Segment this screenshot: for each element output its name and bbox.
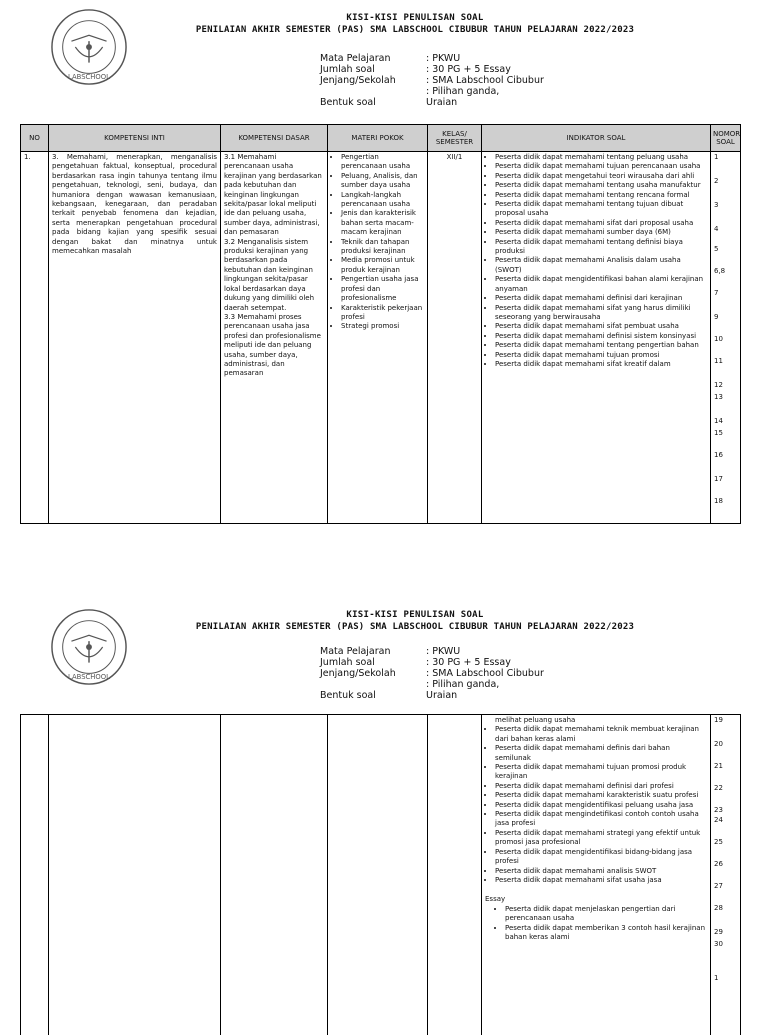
nomor-soal-item: 5 bbox=[714, 245, 719, 253]
essay-label: Essay bbox=[485, 895, 506, 904]
cell-materi-pokok bbox=[328, 715, 428, 1035]
cell-nomor-soal bbox=[711, 715, 741, 1035]
indikator-continued: melihat peluang usaha bbox=[495, 716, 576, 724]
nomor-soal-item: 25 bbox=[714, 838, 723, 846]
materi-item: • Strategi promosi bbox=[341, 322, 424, 331]
table-header-row bbox=[21, 125, 741, 152]
indikator-item: • Peserta didik dapat mengetahui teori wirausaha dari ahli bbox=[495, 172, 707, 181]
school-logo bbox=[50, 8, 128, 86]
materi-item: • Pengertian usaha jasa profesi dan profesionalisme bbox=[341, 275, 424, 303]
header-no: NO bbox=[21, 125, 49, 152]
nomor-soal-item: 27 bbox=[714, 882, 723, 890]
nomor-soal-item: 28 bbox=[714, 904, 723, 912]
materi-item: • Media promosi untuk produk kerajinan bbox=[341, 256, 424, 275]
indikator-list bbox=[485, 153, 707, 369]
cell-kompetensi-inti bbox=[49, 715, 221, 1035]
nomor-soal-item: 22 bbox=[714, 784, 723, 792]
nomor-soal-item: 3 bbox=[714, 201, 719, 209]
meta-key: Jumlah soal bbox=[320, 64, 375, 75]
cell-no: 1. bbox=[21, 152, 49, 524]
cell-kelas: XII/1 bbox=[428, 152, 482, 524]
meta-value: : 30 PG + 5 Essay bbox=[426, 64, 511, 75]
cell-indikator bbox=[482, 152, 711, 524]
indikator-item: • Peserta didik dapat memahami karakteristik suatu profesi bbox=[495, 791, 707, 800]
indikator-item: • Peserta didik dapat mengidentifikasi peluang usaha jasa bbox=[495, 801, 707, 810]
indikator-item: • Peserta didik dapat mengidentifikasi bahan alami kerajinan anyaman bbox=[495, 275, 707, 294]
nomor-soal-item: 24 bbox=[714, 816, 723, 824]
nomor-soal-item: 29 bbox=[714, 928, 723, 936]
meta-info-2 bbox=[320, 646, 544, 701]
indikator-item: • Peserta didik dapat memahami sifat pembuat usaha bbox=[495, 322, 707, 331]
nomor-soal-item: 13 bbox=[714, 393, 723, 401]
nomor-soal-item: 7 bbox=[714, 289, 719, 297]
meta-key: Mata Pelajaran bbox=[320, 53, 391, 64]
materi-item: • Jenis dan karakterisik bahan serta macam-macam kerajinan bbox=[341, 209, 424, 237]
cell-kelas bbox=[428, 715, 482, 1035]
indikator-item: • Peserta didik dapat memahami tentang peluang usaha bbox=[495, 153, 707, 162]
indikator-item: • Peserta didik dapat memahami teknik membuat kerajinan dari bahan keras alami bbox=[495, 725, 707, 744]
indikator-item: • Peserta didik dapat memahami definisi dari profesi bbox=[495, 782, 707, 791]
indikator-list bbox=[485, 725, 707, 885]
cell-nomor-soal bbox=[711, 152, 741, 524]
indikator-item: • Peserta didik dapat memahami sifat yang harus dimiliki seseorang yang berwirausaha bbox=[495, 304, 707, 323]
essay-item: • Peserta didik dapat memberikan 3 contoh hasil kerajinan bahan keras alami bbox=[505, 924, 707, 943]
page-header bbox=[130, 13, 700, 35]
nomor-soal-item: 14 bbox=[714, 417, 723, 425]
nomor-soal-item: 20 bbox=[714, 740, 723, 748]
table-row bbox=[21, 715, 741, 1035]
essay-item: • Peserta didik dapat menjelaskan pengertian dari perencanaan usaha bbox=[505, 905, 707, 924]
cell-kompetensi-dasar: 3.1 Memahami perencanaan usaha kerajinan yang berdasarkan pada kebutuhan dan keinginan lingkungan sekita/pasar lokal meliputi ide dan peluang usaha, sumber daya, administrasi, dan pemasaran 3.2 Menganalisis sistem produksi kerajinan yang berdasarkan pada kebutuhan dan keinginan lingkungan sekita/pasar lokal berdasarkan daya dukung yang dimiliki oleh daerah setempat. 3.3 Memahami proses perencanaan usaha jasa profesi dan profesionalisme meliputi ide dan peluang usaha, sumber daya, administrasi, dan pemasaran bbox=[221, 152, 328, 524]
cell-materi-pokok bbox=[328, 152, 428, 524]
nomor-list bbox=[714, 716, 737, 994]
indikator-item: • Peserta didik dapat memahami definisi sistem konsinyasi bbox=[495, 332, 707, 341]
nomor-soal-item: 18 bbox=[714, 497, 723, 505]
table-row bbox=[21, 152, 741, 524]
header-indikator-soal: INDIKATOR SOAL bbox=[482, 125, 711, 152]
nomor-soal-item: 6,8 bbox=[714, 267, 726, 275]
doc-title: KISI-KISI PENULISAN SOAL bbox=[346, 13, 484, 23]
indikator-item: • Peserta didik dapat memahami tentang rencana formal bbox=[495, 191, 707, 200]
header-materi-pokok: MATERI POKOK bbox=[328, 125, 428, 152]
nomor-soal-item: 17 bbox=[714, 475, 723, 483]
header-kompetensi-dasar: KOMPETENSI DASAR bbox=[221, 125, 328, 152]
meta-key bbox=[320, 86, 426, 97]
meta-value: : Pilihan ganda, bbox=[426, 679, 500, 690]
cell-indikator bbox=[482, 715, 711, 1035]
indikator-item: • Peserta didik dapat mengidentifikasi bidang-bidang jasa profesi bbox=[495, 848, 707, 867]
materi-item: • Teknik dan tahapan produksi kerajinan bbox=[341, 238, 424, 257]
nomor-soal-item: 30 bbox=[714, 940, 723, 948]
kisi-kisi-table-cont bbox=[20, 714, 741, 1035]
page-header-2 bbox=[130, 610, 700, 632]
essay-indikator-list bbox=[485, 905, 707, 943]
nomor-soal-item: 19 bbox=[714, 716, 723, 724]
meta-info bbox=[320, 53, 544, 108]
meta-value: : 30 PG + 5 Essay bbox=[426, 657, 511, 668]
meta-key: Jumlah soal bbox=[320, 657, 375, 668]
indikator-item: • Peserta didik dapat memahami strategi yang efektif untuk promosi jasa profesional bbox=[495, 829, 707, 848]
nomor-soal-item: 2 bbox=[714, 177, 719, 185]
header-nomor-soal: NOMOR SOAL bbox=[711, 125, 741, 152]
meta-key: Mata Pelajaran bbox=[320, 646, 391, 657]
meta-value: Uraian bbox=[426, 97, 458, 108]
materi-item: • Peluang, Analisis, dan sumber daya usaha bbox=[341, 172, 424, 191]
meta-key bbox=[320, 679, 426, 690]
indikator-item: • Peserta didik dapat memahami tujuan promosi produk kerajinan bbox=[495, 763, 707, 782]
indikator-item: • Peserta didik dapat memahami definis dari bahan semilunak bbox=[495, 744, 707, 763]
nomor-soal-item: 12 bbox=[714, 381, 723, 389]
school-logo bbox=[50, 608, 128, 686]
indikator-item: • Peserta didik dapat memahami tentang usaha manufaktur bbox=[495, 181, 707, 190]
indikator-item: • Peserta didik dapat memahami sifat dari proposal usaha bbox=[495, 219, 707, 228]
nomor-soal-item: 9 bbox=[714, 313, 719, 321]
meta-key: Jenjang/Sekolah bbox=[320, 75, 396, 86]
indikator-item: • Peserta didik dapat memahami analisis SWOT bbox=[495, 867, 707, 876]
nomor-soal-item: 11 bbox=[714, 357, 723, 365]
doc-subtitle: PENILAIAN AKHIR SEMESTER (PAS) SMA LABSCHOOL CIBUBUR TAHUN PELAJARAN 2022/2023 bbox=[195, 25, 635, 35]
header-kompetensi-inti: KOMPETENSI INTI bbox=[49, 125, 221, 152]
indikator-item: • Peserta didik dapat memahami definisi dari kerajinan bbox=[495, 294, 707, 303]
indikator-item: • Peserta didik dapat memahami sumber daya (6M) bbox=[495, 228, 707, 237]
nomor-soal-item: 15 bbox=[714, 429, 723, 437]
meta-value: : PKWU bbox=[426, 53, 461, 64]
nomor-soal-item: 23 bbox=[714, 806, 723, 814]
cell-no bbox=[21, 715, 49, 1035]
meta-value: : Pilihan ganda, bbox=[426, 86, 500, 97]
materi-list bbox=[331, 153, 424, 332]
indikator-item: • Peserta didik dapat memahami tujuan perencanaan usaha bbox=[495, 162, 707, 171]
meta-key: Jenjang/Sekolah bbox=[320, 668, 396, 679]
meta-value: Uraian bbox=[426, 690, 458, 701]
cell-kompetensi-inti: 3. Memahami, menerapkan, menganalisis pengetahuan faktual, konseptual, procedural berdasarkan rasa ingin tahunya tentang ilmu pengetahuan, teknologi, seni, budaya, dan humaniora dengan wawasan kemanusiaan, kebangsaan, kenegaraan, dan peradaban terkait penyebab fenomena dan kejadian, serta menerapkan pengetahuan procedural pada bidang kajian yang spesifik sesuai dengan bakat dan minatnya untuk memecahkan masalah bbox=[49, 152, 221, 524]
header-kelas-semester: KELAS/ SEMESTER bbox=[428, 125, 482, 152]
cell-kompetensi-dasar bbox=[221, 715, 328, 1035]
materi-item: • Langkah-langkah perencanaan usaha bbox=[341, 191, 424, 210]
indikator-item: • Peserta didik dapat memahami sifat kreatif dalam bbox=[495, 360, 707, 369]
doc-title: KISI-KISI PENULISAN SOAL bbox=[346, 610, 484, 620]
indikator-item: • Peserta didik dapat memahami sifat usaha jasa bbox=[495, 876, 707, 885]
nomor-soal-item: 10 bbox=[714, 335, 723, 343]
nomor-soal-item: 1 bbox=[714, 153, 719, 161]
indikator-item: • Peserta didik dapat memahami tentang pengertian bahan bbox=[495, 341, 707, 350]
nomor-list bbox=[714, 153, 737, 517]
nomor-soal-item: 21 bbox=[714, 762, 723, 770]
nomor-soal-item: 1 bbox=[714, 974, 719, 982]
doc-subtitle: PENILAIAN AKHIR SEMESTER (PAS) SMA LABSCHOOL CIBUBUR TAHUN PELAJARAN 2022/2023 bbox=[195, 622, 635, 632]
svg-text:LABSCHOOL: LABSCHOOL bbox=[68, 73, 110, 82]
meta-value: : SMA Labschool Cibubur bbox=[426, 75, 544, 86]
indikator-item: • Peserta didik dapat memahami tentang tujuan dibuat proposal usaha bbox=[495, 200, 707, 219]
materi-item: • Karakteristik pekerjaan profesi bbox=[341, 304, 424, 323]
materi-item: • Pengertian perencanaan usaha bbox=[341, 153, 424, 172]
indikator-item: • Peserta didik dapat mengindetifikasi contoh contoh usaha jasa profesi bbox=[495, 810, 707, 829]
meta-value: : PKWU bbox=[426, 646, 461, 657]
svg-text:LABSCHOOL: LABSCHOOL bbox=[68, 673, 110, 682]
indikator-item: • Peserta didik dapat memahami tujuan promosi bbox=[495, 351, 707, 360]
meta-key: Bentuk soal bbox=[320, 690, 376, 701]
indikator-item: • Peserta didik dapat memahami tentang definisi biaya produksi bbox=[495, 238, 707, 257]
nomor-soal-item: 26 bbox=[714, 860, 723, 868]
kisi-kisi-table bbox=[20, 124, 741, 524]
meta-key: Bentuk soal bbox=[320, 97, 376, 108]
nomor-soal-item: 4 bbox=[714, 225, 719, 233]
nomor-soal-item: 16 bbox=[714, 451, 723, 459]
indikator-item: • Peserta didik dapat memahami Analisis dalam usaha (SWOT) bbox=[495, 256, 707, 275]
meta-value: : SMA Labschool Cibubur bbox=[426, 668, 544, 679]
